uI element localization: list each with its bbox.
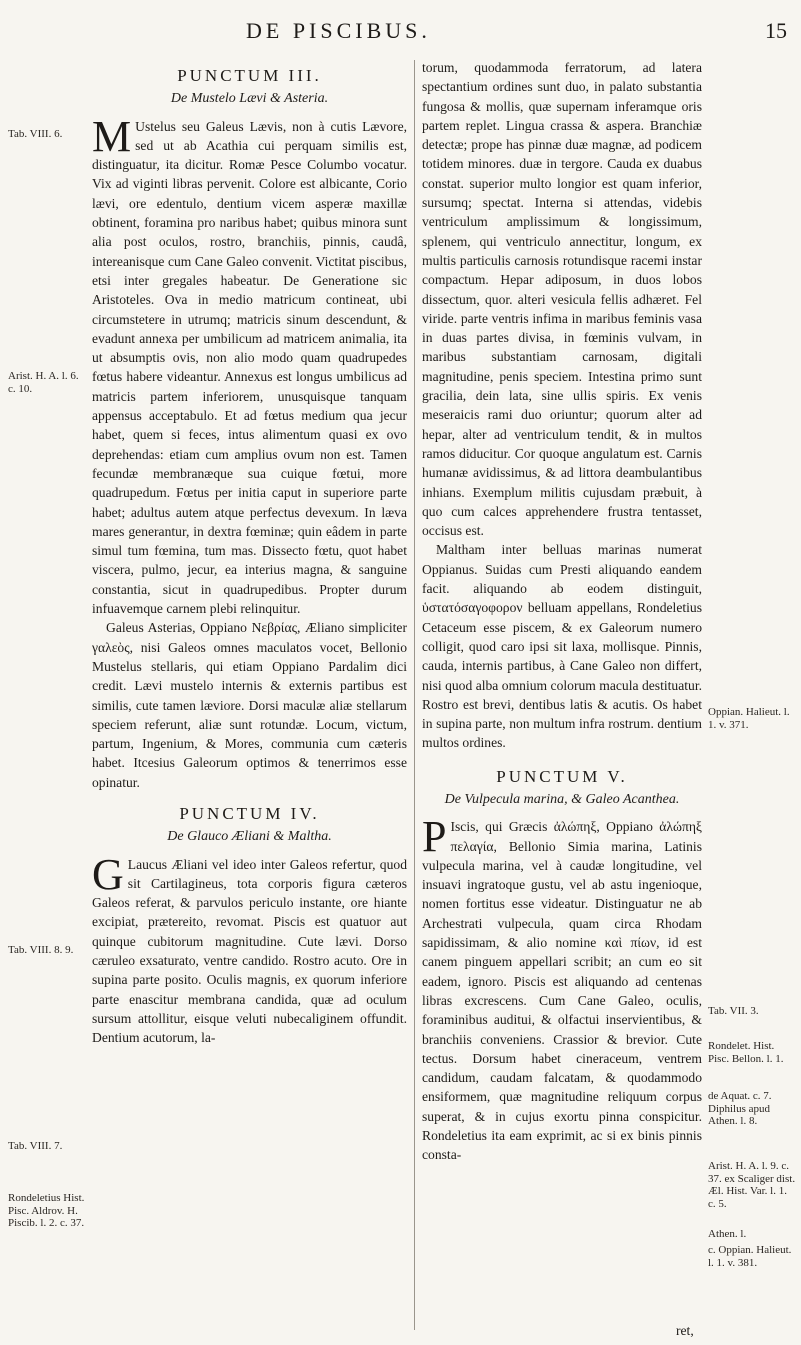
drop-cap: P <box>422 812 447 862</box>
left-column <box>92 58 407 1048</box>
marginal-note: Oppian. Halieut. l. 1. v. 371. <box>708 706 790 731</box>
section-heading: PUNCTUM III. <box>177 66 322 85</box>
marginal-note: Arist. H. A. l. 9. c. 37. ex Scaliger dist. Æl. Hist. Var. l. 1. c. 5. <box>708 1160 796 1210</box>
marginal-note: Rondeletius Hist. Pisc. Aldrov. H. Piscib. l. 2. c. 37. <box>8 1192 85 1229</box>
section-subheading: De Mustelo Lævi & Asteria. <box>170 91 329 107</box>
marginal-note: Arist. H. A. l. 6. c. 10. <box>8 370 79 395</box>
page-number: 15 <box>765 18 787 43</box>
paragraph-text: Laucus Æliani vel ideo inter Galeos refertur, quod sit Cartilagineus, tota corporis figura cæteros Galeos referat, & parvulos periculo instante, ore hiante excipiat, prætereito, revomat. Piscis est quatuor aut quinque cubitorum magnitudine. Cute lævi. Dorso cæruleo exsaturato, ventre candido. Rostro acuto. Ore in supina parte posito. Oculis magnis, ex quorum inferiore parte enascitur membrana candida, quæ ad oculum sursum attollitur, eisque veluti nubecaliginem offundit. Dentium acutorum, la- <box>92 856 407 1046</box>
running-head-title: DE PISCIBUS. <box>246 18 431 43</box>
paragraph: torum, quodammoda ferratorum, ad latera spectantium ordines sunt duo, in palato substantia fungosa & mollis, quæ supernam inferamque oris partem replet. Lingua crassa & aspera. Branchiæ detectæ; prope has pinnæ duæ magnæ, ad podicem totidem minores. duæ in tergore. Cauda ex duabus constat. superior multo longior est quam inferior, sursumq; spectat. Interna si attendas, videbis ventriculum amplissimum & longissimum, splenem, qui ventriculo annectitur, longum, ex multis particulis carnosis rotundisque racemi instar compactum. Hepar adiposum, in duos lobos dissectum, quor. alteri vesicula fellis adhæret. Fel viride. parte ventris infima in maribus feminis vasa in duas partes divisa, in fœminis vulvam, in maribus substantiam carnosam, digitali magnitudine, penis speciem. Intestina primo sunt gracilia, dein lata, sine ullis spiris. Ex venis meseraicis rami duo oriuntur; quorum alter ad hepar, alter ad ventriculum tendit, & in multos ramos diducitur. Cor quoque angulatum est. Carnis humanæ avidissimus, & ad littora deambulantibus inhians. Exemplum militis cujusdam præbuit, à quo cum calces apprehendere frustra tentasset, occisus est. <box>422 60 702 539</box>
drop-cap: G <box>92 849 124 899</box>
paragraph <box>92 849 407 1048</box>
marginal-note: Tab. VII. 3. <box>708 1005 759 1017</box>
paragraph: Galeus Asterias, Oppiano Νεβρίας, Æliano simpliciter γαλεὸς, nisi Galeos omnes maculatos vocet, Bellonio Mustelus stellaris, qui etiam Oppiano Pardalim dici credit. Lævi mustelo internis & externis partibus est similis, cute tamen læviore. Dorsi maculæ aliæ stellarum speciem referunt, aliæ sunt rotundæ. Locum, victum, partum, Ingenium, & Mores, communia cum cæteris habet. Itcesius Galeorum optimos & tenerrimos esse opinatur. <box>92 620 407 790</box>
marginal-note: c. Oppian. Halieut. l. 1. v. 381. <box>708 1244 792 1269</box>
marginal-note: Athen. l. <box>708 1228 747 1240</box>
right-column <box>422 58 702 1165</box>
catchword: ret, <box>676 1323 694 1338</box>
paragraph <box>92 111 407 619</box>
marginal-note: Tab. VIII. 7. <box>8 1140 63 1152</box>
section-heading: PUNCTUM IV. <box>179 803 320 823</box>
marginal-note: de Aquat. c. 7. Diphilus apud Athen. l. 8. <box>708 1090 772 1127</box>
section-subheading: De Glauco Æliani & Maltha. <box>167 829 332 845</box>
paragraph-text: Iscis, qui Græcis ἀλώπηξ, Oppiano ἀλώπηξ πελαγία, Bellonio Simia marina, Latinis vulpecula marina, vel à caudæ longitudine, vel insuavi ingratoque gustu, vel ab astu ingenioque, nomen fortitus esse videatur. Distinguatur ne ab Archestrati vulpecula, quam circa Rhodam sapidissimam, & alio nomine καὶ πίων, id est canem pinguem appellari scribit; an cum eo sit eadem, ignoro. Piscis est aliquando ad centenas libras excrescens. Cum Cane Galeo, oculis, foraminibus auditui, & olfactui inservientibus, & branchiis conveniens. Crassior & brevior. Cute tectus. Dorsum habet cineraceum, ventrem candidum, caudam falcatam, & quodammodo ensiformem, quæ magnitudine reliquum corpus superat, & in cujus exortu pinna conspicitur. Rondeletius ita eam exprimit, ac si ex binis pinnis consta- <box>422 819 702 1163</box>
section-subheading: De Vulpecula marina, & Galeo Acanthea. <box>444 791 680 807</box>
paragraph: Maltham inter belluas marinas numerat Oppianus. Suidas cum Presti aliquando eandem facit. aliquando ab eodem distinguit, ὑστατόσαγοφορον belluam appellans, Rondeletius Cetaceum esse piscem, & ex Galeorum numero colligit, quod caro ipsi sit laxa, mollisque. Pinnis, cauda, internis partibus, à Cane Galeo non differt, nisi quod alba omnium colorum macula destituatur. Rostro est brevi, dentibus latis & acutis. Os habet in supina parte, non multum infra rostrum. dentium multos ordines. <box>422 542 702 751</box>
drop-cap: M <box>92 111 132 161</box>
marginal-note: Rondelet. Hist. Pisc. Bellon. l. 1. <box>708 1040 784 1065</box>
marginal-note: Tab. VIII. 8. 9. <box>8 944 74 956</box>
column-divider <box>414 60 415 1330</box>
marginal-note: Tab. VIII. 6. <box>8 128 63 140</box>
paragraph <box>422 812 702 1164</box>
paragraph-text: Ustelus seu Galeus Lævis, non à cutis Lævore, sed ut ab Acathia cui perquam similis est, distinguatur, ita dicitur. Romæ Pesce Columbo vocatur. Vix ad viginti libras pervenit. Colore est albicante, Corio lævi, ore edentulo, dentium vicem asperæ maxillæ obtinent, foramina pro naribus habet; quibus minora sunt alia post oculos, rostro, branchiis, pinnis, caudâ, intereanisque cum Cane Galeo convenit. Victitat piscibus, etsi inter gregales habeatur. De Generatione sic Aristoteles. Ova in medio matricum contineat, ubi circumstetere in utrumq; matricis sinum descendunt, & evadunt annexa per umbilicum ad matricem animalia, ita ut absumptis ovis, non alio modo quam quadrupedes fœtus habere videantur. Annexus est longus umbilicus ad matricis partem inferiorem, unusquisque tanquam appensus acceptabulo. Et ad fœtus medium qua jecur habet, quem si feces, intus alimentum quasi ex ovo deprehendas: etiam cum amplius ovum non est. Tamen fecundæ membranæque sua cuique fœtui, more quadrupedum. Fœtus per initia caput in superiore parte habet; adultus autem atque perfectus devexum. In læva mares generantur, in dextra fœminæ; quin eâdem in parte simul tum fœmina, tum mas. Dissecto fœtu, quot habet viscera, pulmo, jecur, ea interius magna, & sanguine constantia, sicut in quadrupedibus. Propter durum infuavemque carnem plebi relinquitur. <box>92 118 407 617</box>
section-heading: PUNCTUM V. <box>496 766 628 786</box>
